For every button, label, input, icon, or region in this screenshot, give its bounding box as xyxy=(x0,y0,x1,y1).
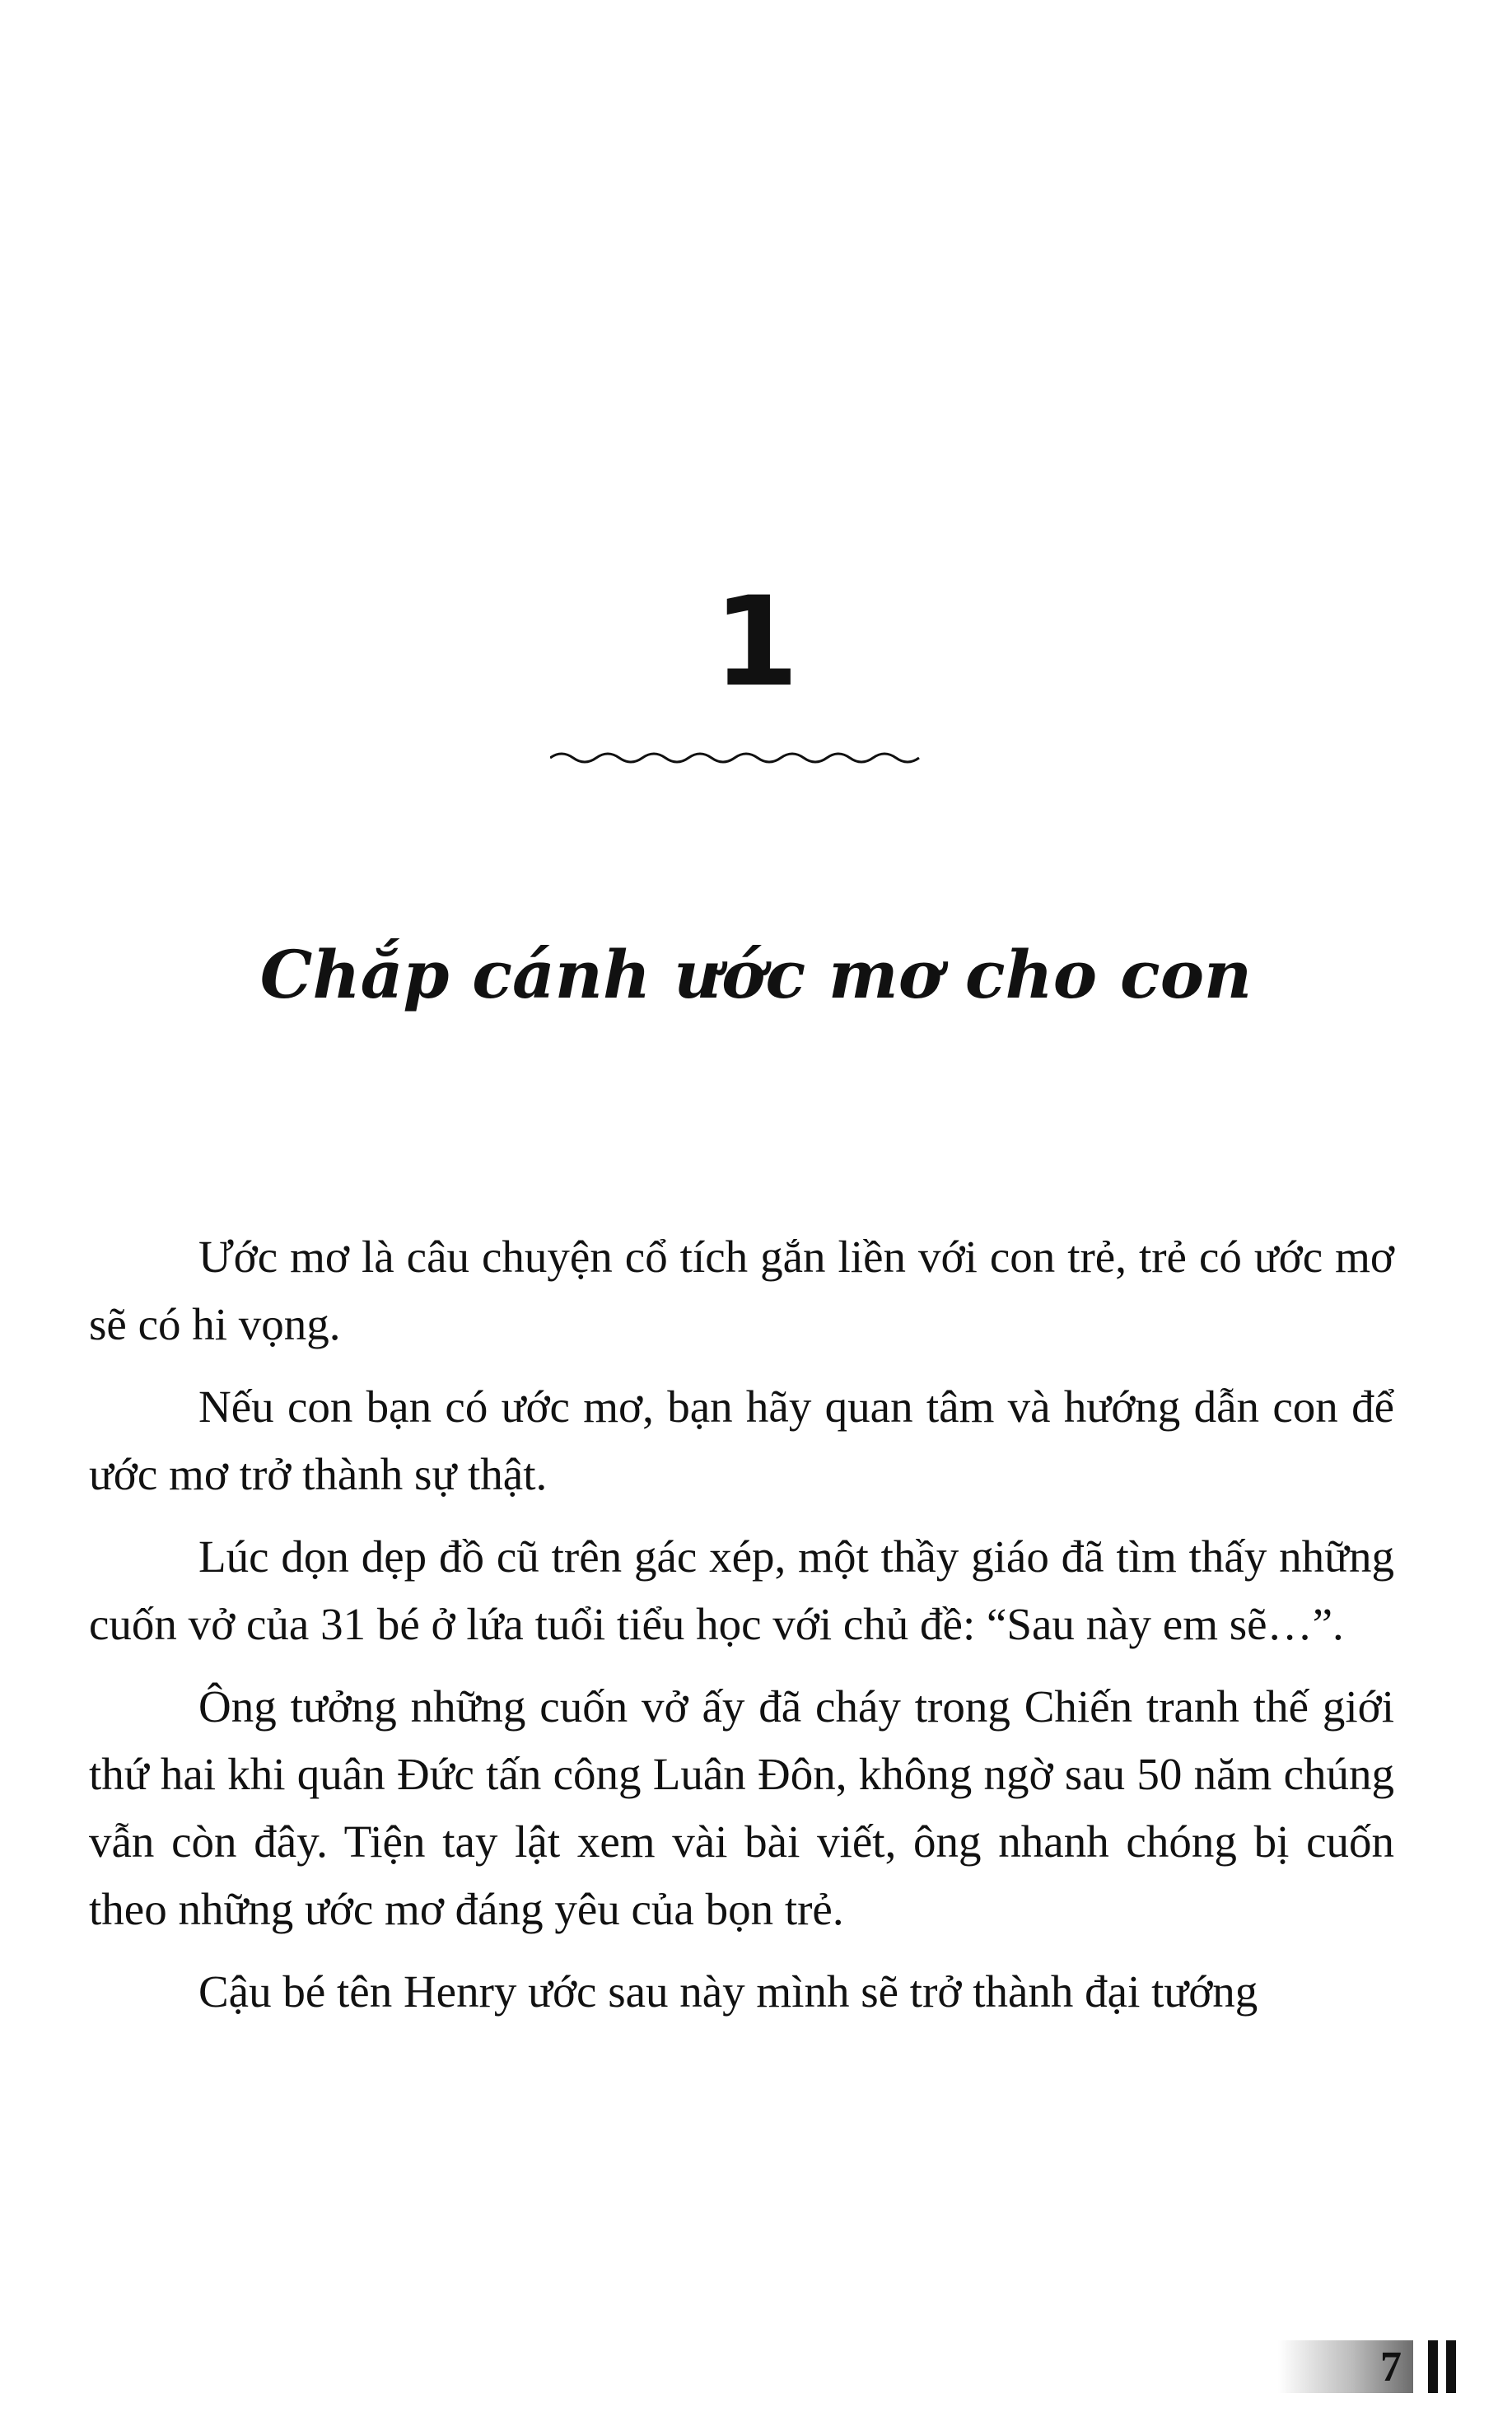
wave-divider xyxy=(550,743,921,773)
page-number-tab xyxy=(1278,2340,1413,2393)
paragraph: Ước mơ là câu chuyện cổ tích gắn liền với con trẻ, trẻ có ước mơ sẽ có hi vọng. xyxy=(89,1232,1394,1349)
page-number: 7 xyxy=(1380,2343,1402,2391)
paragraph: Cậu bé tên Henry ước sau này mình sẽ trở thành đại tướng xyxy=(198,1966,1258,2017)
paragraph: Nếu con bạn có ước mơ, bạn hãy quan tâm và hướng dẫn con để ước mơ trở thành sự thật. xyxy=(89,1381,1394,1499)
body-text xyxy=(89,1223,1394,2040)
paragraph: Ông tưởng những cuốn vở ấy đã cháy trong Chiến tranh thế giới thứ hai khi quân Đức tấn công Luân Đôn, không ngờ sau 50 năm chúng vẫn còn đây. Tiện tay lật xem vài bài viết, ông nhanh chóng bị cuốn theo những ước mơ đáng yêu của bọn trẻ. xyxy=(89,1681,1394,1934)
bar xyxy=(1428,2340,1438,2393)
bar xyxy=(1446,2340,1456,2393)
page-footer xyxy=(1278,2338,1456,2396)
paragraph: Lúc dọn dẹp đồ cũ trên gác xép, một thầy giáo đã tìm thấy những cuốn vở của 31 bé ở lứa tuổi tiểu học với chủ đề: “Sau này em sẽ…”. xyxy=(89,1531,1394,1649)
chapter-title: Chắp cánh ước mơ cho con xyxy=(259,936,1253,1013)
chapter-number: 1 xyxy=(712,571,800,714)
page-bars-decoration xyxy=(1420,2340,1456,2393)
